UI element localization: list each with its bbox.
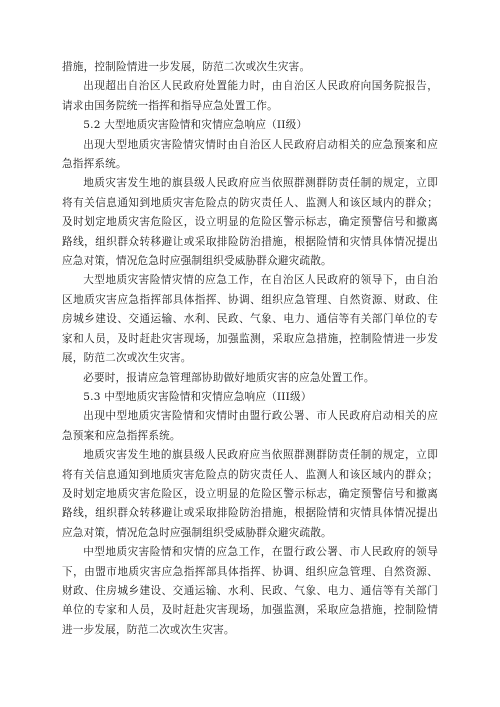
paragraph: 地质灾害发生地的旗县级人民政府应当依照群测群防责任制的规定，立即将有关信息通知到地质灾害危险点的防灾责任人、监测人和该区域内的群众；及时划定地质灾害危险区，设立明显的危险区警示标志，确定预警信号和撤离路线，组织群众转移避让或采取排险防治措施，根据险情和灾情具体情况提出应急对策，情况危急时应强制组织受威胁群众避灾疏散。 — [62, 449, 438, 539]
paragraph: 必要时，报请应急管理部协助做好地质灾害的应急处置工作。 — [83, 371, 375, 384]
paragraph: 出现大型地质灾害险情灾情时由自治区人民政府启动相关的应急预案和应急指挥系统。 — [62, 138, 438, 171]
paragraph: 地质灾害发生地的旗县级人民政府应当依照群测群防责任制的规定，立即将有关信息通知到地质灾害危险点的防灾责任人、监测人和该区域内的群众；及时划定地质灾害危险区，设立明显的危险区警示标志，确定预警信号和撤离路线，组织群众转移避让或采取排险防治措施，根据险情和灾情具体情况提出应急对策，情况危急时应强制组织受威胁群众避灾疏散。 — [62, 177, 438, 268]
section-heading-5-2: 5.2 大型地质灾害险情和灾情应急响应（II级） — [83, 119, 308, 132]
paragraph-continuation: 措施，控制险情进一步发展，防范二次或次生灾害。 — [62, 61, 311, 73]
paragraph: 出现超出自治区人民政府处置能力时，由自治区人民政府向国务院报告，请求由国务院统一指挥和指导应急处置工作。 — [62, 80, 438, 112]
paragraph: 大型地质灾害险情灾情的应急工作，在自治区人民政府的领导下，由自治区地质灾害应急指挥部具体指挥、协调、组织应急管理、自然资源、财政、住房城乡建设、交通运输、水利、民政、气象、电力、通信等有关部门单位的专家和人员，及时赶赴灾害现场，加强监测，采取应急措施，控制险情进一步发展，防范二次或次生灾害。 — [62, 274, 438, 365]
paragraph: 中型地质灾害险情和灾情的应急工作，在盟行政公署、市人民政府的领导下，由盟市地质灾害应急指挥部具体指挥、协调、组织应急管理、自然资源、财政、住房城乡建设、交通运输、水利、民政、气象、电力、通信等有关部门单位的专家和人员，及时赶赴灾害现场，加强监测，采取应急措施，控制险情进一步发展，防范二次或次生灾害。 — [62, 546, 438, 636]
paragraph: 出现中型地质灾害险情和灾情时由盟行政公署、市人民政府启动相关的应急预案和应急指挥系统。 — [62, 410, 438, 442]
section-heading-5-3: 5.3 中型地质灾害险情和灾情应急响应（III级） — [83, 390, 312, 403]
